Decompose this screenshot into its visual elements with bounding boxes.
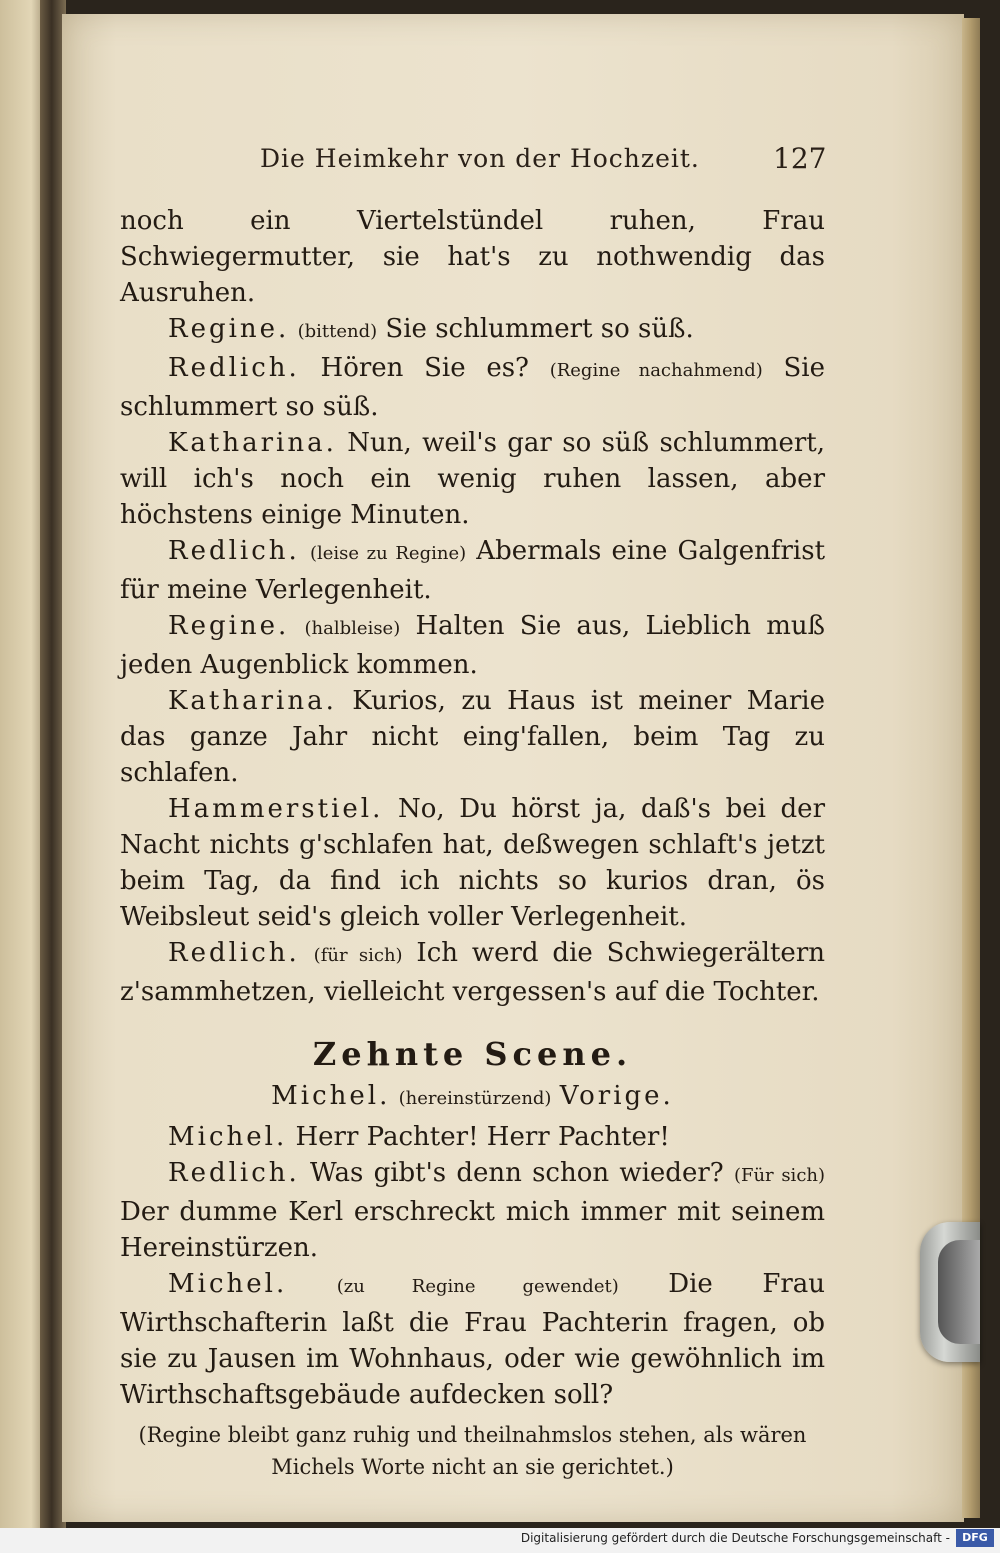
paragraph: Katharina. Kurios, zu Haus ist meiner Marie das ganze Jahr nicht eing'fallen, beim Tag zu schlafen. bbox=[120, 686, 825, 788]
paragraph: Redlich. (leise zu Regine) Abermals eine Galgenfrist für meine Verlegenheit. bbox=[120, 536, 826, 605]
stage-direction: (für sich) bbox=[313, 945, 403, 966]
speaker: Redlich. bbox=[168, 938, 300, 968]
stage-direction: (bittend) bbox=[297, 321, 378, 342]
speaker: Katharina. bbox=[168, 686, 337, 716]
speaker: Redlich. bbox=[168, 1158, 300, 1188]
speaker: Regine. bbox=[168, 611, 290, 641]
speaker: Katharina. bbox=[168, 428, 337, 458]
stage-direction: (hereinstürzend) bbox=[398, 1088, 552, 1109]
paragraph: Redlich. (für sich) Ich werd die Schwiegerältern z'sammhetzen, vielleicht vergessen's auf die Tochter. bbox=[120, 938, 825, 1007]
scene-cast: Michel. (hereinstürzend) Vorige. bbox=[271, 1081, 674, 1111]
paragraph: Regine. (halbleise) Halten Sie aus, Lieblich muß jeden Augenblick kommen. bbox=[120, 611, 826, 680]
stage-direction: (halbleise) bbox=[304, 618, 401, 639]
paragraph: Michel. Herr Pachter! Herr Pachter! bbox=[168, 1122, 670, 1152]
speaker: Redlich. bbox=[168, 353, 300, 383]
page-number: 127 bbox=[773, 142, 827, 175]
stage-direction-block: (Regine bleibt ganz ruhig und theilnahmslos stehen, als wären Michels Worte nicht an sie gerichtet.) bbox=[138, 1423, 807, 1479]
speaker: Michel. bbox=[168, 1269, 288, 1299]
paragraph: Regine. (bittend) Sie schlummert so süß. bbox=[168, 314, 694, 344]
scene-heading: Zehnte Scene. bbox=[312, 1035, 633, 1073]
paragraph: Hammerstiel. No, Du hörst ja, daß's bei der Nacht nichts g'schlafen hat, deßwegen schlaft's jetzt beim Tag, da find ich nichts so kurios dran, ös Weibsleut seid's gleich voller Verlegenheit. bbox=[120, 794, 825, 932]
paragraph: noch ein Viertelstündel ruhen, Frau Schwiegermutter, sie hat's zu nothwendig das Ausruhen. bbox=[120, 206, 825, 308]
speaker: Hammerstiel. bbox=[168, 794, 384, 824]
dfg-logo: DFG bbox=[956, 1529, 994, 1547]
page-text bbox=[120, 203, 825, 1483]
stage-direction: (Für sich) bbox=[733, 1165, 826, 1186]
speaker: Redlich. bbox=[168, 536, 300, 566]
paragraph: Redlich. Hören Sie es? (Regine nachahmend) Sie schlummert so süß. bbox=[120, 353, 826, 422]
running-title: Die Heimkehr von der Hochzeit. bbox=[260, 144, 700, 173]
speaker: Michel. bbox=[168, 1122, 288, 1152]
stage-direction: (Regine nachahmend) bbox=[549, 360, 763, 381]
speaker: Regine. bbox=[168, 314, 290, 344]
funding-credit: Digitalisierung gefördert durch die Deutsche Forschungsgemeinschaft - bbox=[520, 1531, 950, 1545]
paragraph: Michel. (zu Regine gewendet) Die Frau Wirthschafterin laßt die Frau Pachterin fragen, ob sie zu Jausen im Wohnhaus, oder wie gewöhnlich im Wirthschaftsgebäude aufdecken soll? bbox=[120, 1269, 826, 1410]
paragraph: Redlich. Was gibt's denn schon wieder? (Für sich) Der dumme Kerl erschreckt mich immer mit seinem Hereinstürzen. bbox=[120, 1158, 826, 1263]
stage-direction: (zu Regine gewendet) bbox=[336, 1276, 619, 1297]
scan-clip bbox=[920, 1222, 980, 1362]
paragraph: Katharina. Nun, weil's gar so süß schlummert, will ich's noch ein wenig ruhen lassen, aber höchstens einige Minuten. bbox=[120, 428, 826, 530]
stage-direction: (leise zu Regine) bbox=[309, 543, 467, 564]
